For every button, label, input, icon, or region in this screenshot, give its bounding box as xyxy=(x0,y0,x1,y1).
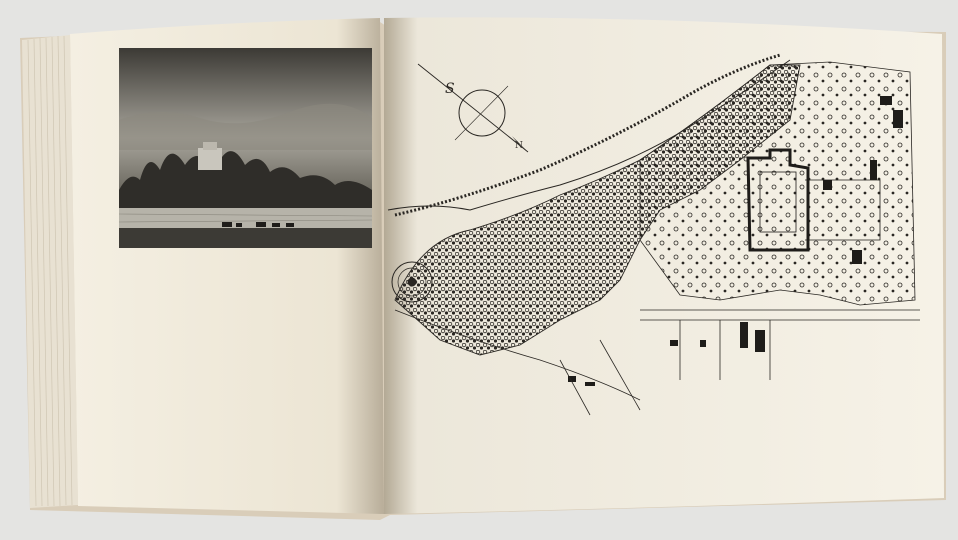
left-col2-text xyxy=(250,268,372,274)
circular-garden xyxy=(392,262,432,302)
svg-text:N: N xyxy=(515,141,523,151)
svg-text:S: S xyxy=(445,81,455,97)
engraving-illustration xyxy=(119,48,372,248)
